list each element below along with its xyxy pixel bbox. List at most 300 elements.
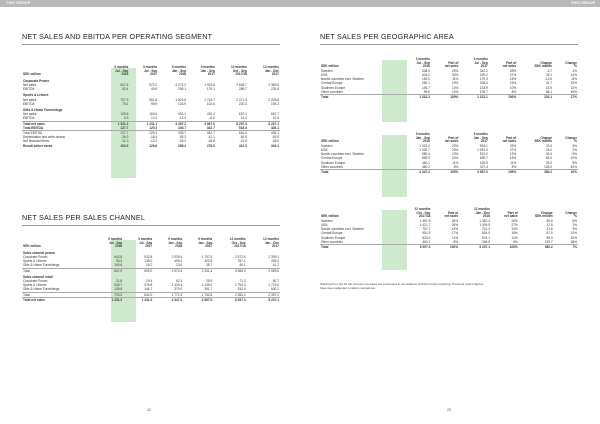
row-label: Sales channel retail [23, 274, 53, 279]
header-tag-right: THIS GROUP [571, 1, 596, 5]
table-cell: 1 823.6 [175, 97, 187, 102]
table-unit-label: SEK million [321, 139, 339, 144]
table-cell: 10.6 [272, 116, 279, 121]
table-cell: 1 081.4 [477, 147, 488, 152]
table-cell: 551.8 [149, 97, 158, 102]
table-cell: 1 771.5 [153, 292, 183, 297]
table-cell: 93.3 [115, 259, 123, 264]
table-cell: 574.1 [481, 235, 490, 240]
row-label: Net sales [23, 97, 37, 102]
table-cell: 1 331.2 [402, 95, 431, 100]
table-cell: 18% [509, 156, 517, 161]
table-cell: 87.0 [546, 231, 553, 236]
table-cell: 129.8 [149, 143, 158, 148]
table-cell: 127.7 [120, 125, 129, 130]
row-label: Sports & Leisure [23, 93, 49, 98]
table-cell: 16% [511, 231, 518, 236]
table-cell: 1 707.9 [201, 254, 213, 259]
table-cell: 2 039.4 [171, 254, 183, 259]
row-label: USA [321, 222, 328, 227]
row-label: Total [320, 170, 402, 175]
table-cell: 2 570.4 [153, 268, 183, 273]
column-header: Change SEK million [534, 135, 553, 144]
column-header: Change SEK million [534, 60, 553, 69]
table-cell: 150.0 [421, 77, 430, 82]
table-cell: -53.9 [271, 135, 279, 140]
table-row [320, 170, 578, 175]
table-cell: 208.1 [178, 87, 187, 92]
row-label: Total [22, 292, 93, 297]
table-cell: 642.8 [114, 254, 123, 259]
row-label: Total [320, 95, 402, 100]
table-cell: 1 092.7 [419, 147, 430, 152]
table-cell: 380.2 [517, 170, 553, 175]
table-cell: 994.1 [479, 143, 488, 148]
column-header: 9 months Jan - Sep 2017 [198, 237, 213, 249]
channel-table [22, 238, 280, 302]
table-cell: 531.0 [479, 152, 488, 157]
column-header: Part of net sales [444, 135, 459, 144]
table-cell: 25% [452, 147, 459, 152]
row-label: Other countries [321, 164, 343, 169]
channel-title: NET SALES PER SALES CHANNEL [22, 213, 146, 222]
table-cell: -28.9 [271, 139, 279, 144]
column-header: Part of net sales [504, 210, 518, 219]
table-cell: -8% [571, 77, 577, 82]
channel-rule [22, 225, 280, 226]
table-cell: 41.7 [545, 81, 553, 86]
table-cell: 1 023.2 [419, 143, 430, 148]
column-header: 12 months Oct - Sep 2017/18 [230, 65, 247, 77]
table-cell: 426.1 [271, 125, 279, 130]
row-label: Nordic countries excl. Sweden [321, 77, 364, 82]
geo-rule [320, 44, 578, 45]
table-cell: 42% [570, 164, 577, 169]
table-cell: 1 330.4 [171, 283, 183, 288]
table-cell: 2 072.2 [175, 82, 187, 87]
table-cell: 135.0 [544, 164, 553, 169]
table-cell: 1 754.4 [234, 283, 246, 288]
table-cell: 2 397.2 [247, 292, 280, 297]
table-cell: 402.1 [178, 112, 187, 117]
table-cell: 14% [451, 227, 459, 232]
table-cell: 8% [453, 164, 459, 169]
row-label: Other countries [321, 239, 343, 244]
column-header: 9 months Jan - Sep 2018 [415, 132, 430, 144]
row-label: Nordic countries excl. Sweden [321, 227, 364, 232]
table-cell: 1 382.3 [479, 218, 490, 223]
table-cell: -18.4 [149, 135, 158, 140]
table-cell: 25.9 [206, 279, 213, 283]
column-header: 3 months Jul - Sep 2017 [138, 237, 153, 249]
geo-title: NET SALES PER GEOGRAPHIC AREA [320, 32, 454, 41]
geo-table-9m [320, 133, 578, 174]
column-header: 3 months Jul - Sep 2017 [473, 57, 488, 69]
table-cell: 45% [570, 89, 577, 94]
table-cell: 68.1 [545, 89, 553, 94]
table-cell: -13.2 [149, 139, 158, 144]
table-cell: 339.7 [158, 131, 187, 136]
table-cell: 23.2 [545, 160, 553, 165]
table-cell: 15% [509, 81, 517, 86]
column-header: Part of net sales [444, 210, 459, 219]
table-cell: 1 716.7 [204, 97, 215, 102]
table-cell: 61.2 [272, 263, 279, 268]
table-cell: 380.2 [519, 245, 554, 250]
row-label: Gifts & Home Furnishings [23, 287, 60, 292]
column-header: 12 months Jan - Dec 2016 [474, 207, 490, 219]
table-cell: 633.0 [422, 235, 431, 240]
table-cell: 16.2 [146, 263, 153, 268]
table-cell: 4 367.2 [158, 121, 187, 126]
table-cell: 1 421.7 [419, 222, 431, 227]
table-cell: 38% [570, 239, 577, 244]
table-cell: 20% [452, 156, 459, 161]
table-cell: 3 967.0 [183, 297, 213, 302]
table-cell: 695.7 [479, 156, 488, 161]
row-label: Net sales [23, 82, 37, 87]
table-cell: 100% [431, 95, 459, 100]
row-label: Sports & Leisure [23, 259, 47, 264]
table-cell: 8% [453, 239, 459, 244]
table-cell: -1% [571, 68, 577, 73]
table-cell: 1 752.6 [183, 292, 213, 297]
table-cell: 125.7 [544, 239, 553, 244]
table-cell: 8% [511, 164, 517, 169]
table-cell: 65.0 [545, 156, 553, 161]
row-label: Sports & Leisure [23, 283, 47, 288]
row-label: Sweden [321, 68, 333, 73]
table-cell: -28.8 [207, 139, 215, 144]
row-label: Central Europe [321, 231, 343, 236]
table-cell: 100% [491, 245, 519, 250]
table-cell: 460.2 [422, 239, 431, 244]
table-cell: 99.9 [150, 101, 158, 106]
table-cell: 329.2 [479, 72, 488, 77]
table-unit-label: SEK million [321, 64, 339, 69]
table-cell: 11% [452, 160, 459, 165]
table-cell: 342.2 [479, 68, 488, 73]
table-cell: 24.0 [545, 147, 553, 152]
table-cell: 478.8 [144, 283, 153, 288]
table-cell: 1 919.8 [204, 82, 215, 87]
table-cell: 23.6 [176, 263, 183, 268]
table-cell: 647.6 [120, 82, 129, 87]
row-label: EBITDA [23, 116, 35, 121]
table-cell: -42.1 [207, 135, 215, 140]
table-cell: 13% [452, 152, 459, 157]
table-cell: 14% [511, 227, 518, 232]
table-cell: 19.4 [146, 279, 153, 283]
row-label: Total [22, 268, 93, 273]
row-label: Southern Europe [321, 235, 346, 240]
table-cell: 5 237.1 [248, 121, 280, 126]
table-cell: 135.0 [144, 259, 153, 264]
column-header: 9 months Jan - Sep 2017 [473, 132, 488, 144]
table-cell: 824.9 [481, 231, 490, 236]
column-header: Part of net sales [502, 135, 517, 144]
table-cell: 859.9 [421, 156, 430, 161]
table-cell: 699.0 [123, 268, 153, 273]
table-cell: 99.8 [423, 89, 430, 94]
top-bar [0, 0, 600, 7]
table-cell: 17% [553, 95, 578, 100]
table-cell: 49.4 [545, 152, 553, 157]
table-cell: 100.6 [114, 263, 123, 268]
table-cell: 13% [509, 152, 517, 157]
table-cell: 100% [489, 170, 517, 175]
table-cell: 516.4 [238, 125, 247, 130]
table-cell: -26.3 [121, 135, 129, 140]
row-label: USA [321, 147, 328, 152]
segment-title: NET SALES AND EBITDA PER OPERATING SEGMENT [22, 32, 213, 41]
table-cell: 2 341.4 [183, 268, 213, 273]
table-cell: -3.9 [122, 116, 129, 121]
table-cell: 6% [513, 239, 518, 244]
table-cell: 741.3 [481, 227, 490, 232]
table-cell: 27% [509, 72, 517, 77]
table-cell: 703.3 [93, 292, 123, 297]
table-cell: 642.0 [123, 292, 153, 297]
table-cell: 637.1 [238, 112, 247, 117]
table-cell: 2 389.6 [268, 82, 279, 87]
table-cell: 2 572.6 [234, 254, 246, 259]
table-cell: 179.3 [479, 77, 488, 82]
table-cell: -28.2 [178, 139, 187, 144]
table-cell: -55.3 [178, 135, 187, 140]
table-cell: 100% [431, 245, 459, 250]
table-cell: 5% [572, 160, 577, 165]
table-cell: 28% [509, 68, 517, 73]
geo-table-12m [320, 208, 578, 249]
table-cell: 1 331.2 [101, 121, 130, 126]
table-cell: 133.9 [479, 85, 488, 90]
table-cell: 757.7 [422, 227, 431, 232]
table-row [320, 95, 578, 100]
table-cell: 15.9 [545, 85, 553, 90]
table-row [22, 297, 280, 302]
table-cell: 100% [489, 95, 517, 100]
table-header-row [22, 66, 280, 77]
table-cell: 52.4 [122, 87, 129, 92]
table-cell: 105.7 [479, 89, 488, 94]
column-header: 9 months Jan - Sep 2017 [200, 65, 215, 77]
table-cell: -12.6 [544, 77, 553, 82]
column-header: Part of net sales [444, 60, 459, 69]
table-cell: -11.0 [121, 139, 129, 144]
table-cell: 787.1 [237, 259, 246, 264]
table-cell: 2 350.2 [213, 292, 246, 297]
table-cell: 667.7 [271, 112, 279, 117]
table-header-row [320, 133, 578, 144]
table-cell: 14% [570, 72, 577, 77]
table-cell: 327.4 [479, 164, 488, 169]
table-cell: 179.1 [206, 87, 215, 92]
column-header: Change SEK million [534, 210, 553, 219]
table-cell: 71.3 [239, 279, 246, 283]
table-unit-label: SEK million [23, 244, 41, 249]
column-header: Part of net sales [502, 60, 517, 69]
table-cell: 2 371.3 [236, 97, 247, 102]
row-label: Total EBITDA [23, 125, 44, 130]
row-label: Gifts & Home Furnishings [23, 263, 60, 268]
table-cell: 95.0 [546, 218, 553, 223]
table-cell: -6.0 [209, 116, 215, 121]
table-cell: 6% [572, 218, 577, 223]
table-cell: 20% [570, 81, 577, 86]
table-cell: 123.9 [178, 101, 187, 106]
table-cell: 25.7 [206, 263, 213, 268]
table-cell: 25% [509, 143, 517, 148]
row-label: Sweden [321, 143, 333, 148]
table-cell: 342.7 [206, 125, 215, 130]
table-cell: 23% [452, 143, 459, 148]
table-cell: 342.7 [187, 131, 216, 136]
table-cell: 516.4 [216, 131, 248, 136]
column-header: Change % [565, 135, 577, 144]
table-cell: 135.8 [114, 287, 123, 292]
row-label: Gifts & Home Furnishings [23, 108, 63, 112]
row-label: Total [320, 245, 400, 250]
table-cell: 10% [570, 235, 577, 240]
row-label: EBITDA [23, 87, 35, 92]
table-cell: 8% [511, 89, 517, 94]
table-cell: 429.9 [479, 160, 488, 165]
table-cell: 4 347.2 [153, 297, 183, 302]
table-cell: 49.9 [150, 87, 158, 92]
column-header: 12 months Oct - Sep 2017/18 [414, 207, 431, 219]
table-cell: 379.0 [174, 287, 183, 292]
table-cell: 149.7 [421, 85, 430, 90]
table-header-row [22, 238, 280, 249]
table-cell: 3 566.9 [213, 268, 246, 273]
table-cell: 62.1 [176, 279, 183, 283]
table-cell: 412.3 [238, 143, 247, 148]
row-label: USA [321, 72, 328, 77]
row-label: Corporate Promo [23, 279, 48, 283]
table-cell: 102.6 [206, 101, 215, 106]
row-label: Net sales [23, 112, 37, 117]
table-cell: 1 231.1 [459, 95, 488, 100]
column-header: 12 months Jan - Dec 2017 [263, 65, 279, 77]
row-label: Corporate Promo [23, 78, 50, 83]
table-cell: 5 237.1 [247, 297, 280, 302]
table-cell: 3 967.0 [187, 121, 216, 126]
table-cell: 125.6 [120, 112, 129, 117]
row-label: Total net sales [22, 121, 101, 126]
table-cell: 1 331.2 [93, 297, 123, 302]
table-cell: 27% [509, 147, 517, 152]
table-cell: 1 231.1 [129, 121, 158, 126]
table-cell: 572.2 [149, 82, 158, 87]
table-cell: 2 648.7 [236, 82, 247, 87]
column-header: Change % [565, 60, 577, 69]
table-cell: 127.7 [101, 131, 130, 136]
table-cell: 11% [452, 77, 459, 82]
table-cell: 3% [572, 143, 577, 148]
table-cell: 532.0 [237, 287, 246, 292]
table-cell: 225.8 [271, 87, 279, 92]
table-header-row [320, 58, 578, 69]
table-cell: 265.2 [178, 143, 187, 148]
segment-rule [22, 44, 280, 45]
column-header: 3 months Jul - Sep 2018 [108, 237, 123, 249]
table-cell: 11% [510, 160, 517, 165]
table-cell: 3 967.0 [459, 170, 488, 175]
row-label: Southern Europe [321, 85, 346, 90]
column-header: 3 months Jul - Sep 2018 [415, 57, 430, 69]
table-cell: 343.3 [271, 143, 279, 148]
table-cell: 404.0 [421, 72, 430, 77]
row-label: Central Europe [321, 156, 343, 161]
table-cell: 208.4 [479, 81, 488, 86]
row-label: Central Europe [321, 81, 343, 86]
row-label: Total net sales [22, 297, 93, 302]
table-cell: 9% [572, 152, 577, 157]
table-cell: 14.4 [240, 116, 247, 121]
table-cell: 1% [572, 222, 577, 227]
table-cell: 30% [452, 72, 459, 77]
row-label: Sweden [321, 218, 333, 223]
column-header: Change % [565, 210, 577, 219]
table-cell: 5 237.1 [459, 245, 491, 250]
table-cell: 2 209.8 [268, 97, 279, 102]
table-cell: 1 409.9 [479, 222, 490, 227]
table-cell: 422.8 [204, 259, 213, 264]
table-cell: 49.1 [545, 72, 553, 77]
table-row [22, 144, 280, 148]
table-cell: 426.1 [248, 131, 280, 136]
row-label: Sales channel promo [23, 250, 56, 255]
table-cell: 250.1 [421, 81, 430, 86]
table-cell: 129.3 [129, 131, 158, 136]
table-cell: 10% [553, 170, 578, 175]
table-cell: 12% [452, 89, 459, 94]
row-label: EBITDA [23, 101, 35, 106]
column-header: 12 months Oct - Sep 2017/18 [229, 237, 246, 249]
table-cell: 495.2 [174, 259, 183, 264]
table-cell: 450.1 [421, 160, 430, 165]
table-cell: 5 297.3 [400, 245, 432, 250]
table-cell: 1 451.9 [419, 218, 431, 223]
table-cell: 10.2 [150, 116, 158, 121]
table-cell: 545.7 [114, 283, 123, 288]
row-label: Total EBITDA [22, 131, 101, 136]
column-header: 3 months Jul - Sep 2017 [143, 65, 158, 77]
table-cell: 460.2 [421, 164, 430, 169]
row-label: Other countries [321, 89, 343, 94]
table-cell: 339.0 [271, 259, 279, 264]
table-cell: 26% [511, 218, 518, 223]
table-cell: 4 347.2 [402, 170, 431, 175]
table-cell: 532.8 [144, 254, 153, 259]
table-cell: 19% [452, 81, 459, 86]
table-cell: 707.9 [120, 97, 129, 102]
table-cell: 220.1 [517, 95, 553, 100]
header-tag-left: THIS GROUP [6, 1, 31, 5]
table-cell: 11% [451, 235, 459, 240]
table-cell: 11% [570, 231, 577, 236]
table-cell: 144.7 [144, 287, 153, 292]
table-cell: 1 231.0 [123, 297, 153, 302]
table-cell: 1 723.0 [268, 283, 279, 288]
table-cell: 15% [509, 77, 517, 82]
row-label: Corporate Promo [23, 254, 48, 259]
table-cell: 278.9 [206, 143, 215, 148]
table-cell: 11% [511, 235, 518, 240]
table-cell: 129.3 [149, 125, 158, 130]
table-cell: 27% [511, 222, 518, 227]
